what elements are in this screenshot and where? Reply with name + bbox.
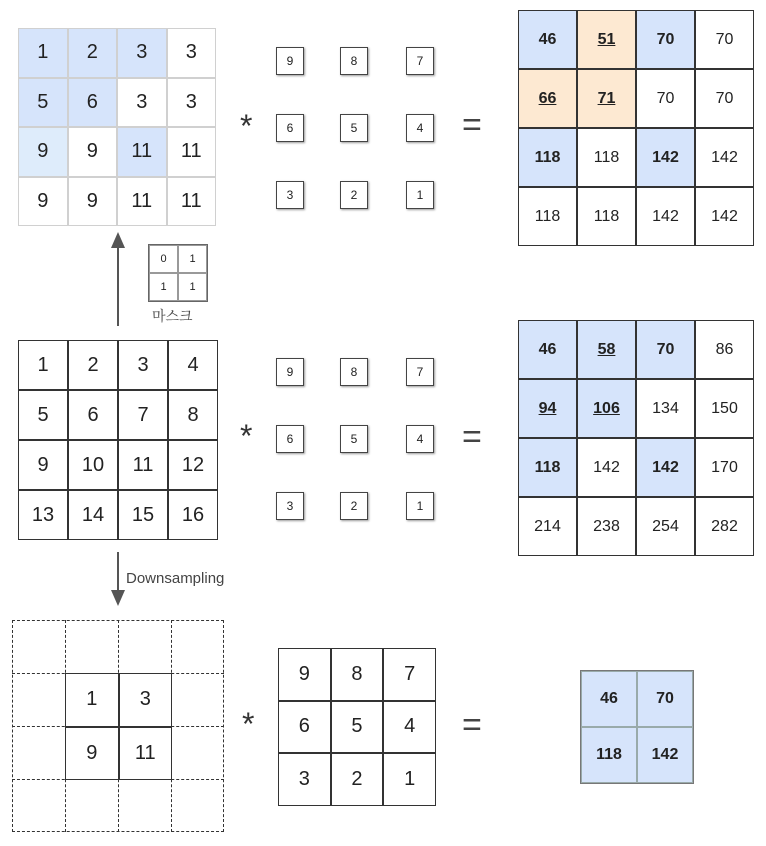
downsampled-grid — [65, 673, 172, 780]
masked-input-cell: 3 — [167, 28, 217, 78]
result-cell: 214 — [518, 497, 577, 556]
downsampled-cell: 11 — [119, 727, 173, 781]
downsampled-cell: 1 — [65, 673, 119, 727]
kernel-cell: 8 — [340, 47, 368, 75]
result-cell: 118 — [518, 438, 577, 497]
result-cell: 142 — [636, 438, 695, 497]
original-input-cell: 5 — [18, 390, 68, 440]
original-input-cell: 11 — [118, 440, 168, 490]
masked-input-cell: 11 — [117, 127, 167, 177]
result-cell: 70 — [695, 69, 754, 128]
original-input-cell: 12 — [168, 440, 218, 490]
result-cell: 170 — [695, 438, 754, 497]
up-arrow-icon — [108, 232, 128, 326]
kernel-cell: 9 — [276, 47, 304, 75]
result-cell: 86 — [695, 320, 754, 379]
result-cell: 134 — [636, 379, 695, 438]
result-cell: 51 — [577, 10, 636, 69]
original-input-cell: 7 — [118, 390, 168, 440]
kernel-cell: 9 — [276, 358, 304, 386]
kernel-cell: 6 — [276, 114, 304, 142]
kernel-cell: 2 — [331, 753, 384, 806]
result-cell: 254 — [636, 497, 695, 556]
result-cell: 70 — [637, 671, 693, 727]
result-cell: 238 — [577, 497, 636, 556]
original-input-cell: 1 — [18, 340, 68, 390]
kernel-cell: 2 — [340, 492, 368, 520]
downsampled-cell: 3 — [119, 673, 173, 727]
result-cell: 142 — [636, 187, 695, 246]
masked-input-cell: 3 — [117, 78, 167, 128]
kernel-cell: 4 — [383, 701, 436, 754]
equals-operator: = — [462, 106, 482, 144]
mask-label: 마스크 — [152, 308, 193, 324]
kernel-cell: 6 — [278, 701, 331, 754]
result-cell: 70 — [636, 320, 695, 379]
result-cell: 70 — [636, 10, 695, 69]
kernel-cell: 7 — [406, 47, 434, 75]
kernel-cell: 8 — [340, 358, 368, 386]
masked-input-cell: 6 — [68, 78, 118, 128]
mask-grid — [148, 244, 208, 302]
kernel-cell: 5 — [331, 701, 384, 754]
original-input-cell: 15 — [118, 490, 168, 540]
result-cell: 118 — [518, 128, 577, 187]
result-cell: 142 — [637, 727, 693, 783]
kernel-cell: 4 — [406, 425, 434, 453]
result-cell: 106 — [577, 379, 636, 438]
result-cell: 118 — [577, 187, 636, 246]
result-cell: 70 — [695, 10, 754, 69]
kernel-cell: 7 — [383, 648, 436, 701]
mask-cell: 0 — [149, 245, 178, 273]
result-cell: 46 — [581, 671, 637, 727]
result-down-grid — [580, 670, 694, 784]
conv-operator: * — [242, 706, 255, 742]
masked-input-grid — [18, 28, 216, 226]
kernel-cell: 3 — [276, 181, 304, 209]
kernel-cell: 9 — [278, 648, 331, 701]
original-input-cell: 10 — [68, 440, 118, 490]
kernel-cell: 5 — [340, 425, 368, 453]
original-input-cell: 2 — [68, 340, 118, 390]
mask-cell: 1 — [178, 245, 207, 273]
conv-operator: * — [240, 418, 253, 454]
result-cell: 150 — [695, 379, 754, 438]
mask-cell: 1 — [149, 273, 178, 301]
kernel-cell: 3 — [276, 492, 304, 520]
kernel-cell: 1 — [406, 181, 434, 209]
masked-input-cell: 9 — [68, 177, 118, 227]
kernel-cell: 8 — [331, 648, 384, 701]
conv-operator: * — [240, 108, 253, 144]
result-cell: 70 — [636, 69, 695, 128]
result-cell: 118 — [581, 727, 637, 783]
masked-input-cell: 5 — [18, 78, 68, 128]
result-cell: 142 — [577, 438, 636, 497]
kernel-cell: 5 — [340, 114, 368, 142]
mask-cell: 1 — [178, 273, 207, 301]
masked-input-cell: 2 — [68, 28, 118, 78]
kernel-cell: 1 — [383, 753, 436, 806]
kernel-cell: 3 — [278, 753, 331, 806]
original-input-grid — [18, 340, 218, 540]
masked-input-cell: 9 — [18, 177, 68, 227]
masked-input-cell: 11 — [117, 177, 167, 227]
result-cell: 46 — [518, 10, 577, 69]
original-input-cell: 3 — [118, 340, 168, 390]
result-masked-grid — [518, 10, 754, 246]
result-cell: 71 — [577, 69, 636, 128]
kernel-cell: 2 — [340, 181, 368, 209]
masked-input-cell: 3 — [167, 78, 217, 128]
result-cell: 94 — [518, 379, 577, 438]
result-cell: 282 — [695, 497, 754, 556]
result-cell: 66 — [518, 69, 577, 128]
kernel-cell: 6 — [276, 425, 304, 453]
kernel-cell: 4 — [406, 114, 434, 142]
result-cell: 46 — [518, 320, 577, 379]
masked-input-cell: 11 — [167, 177, 217, 227]
kernel-grid — [278, 648, 436, 806]
result-cell: 142 — [636, 128, 695, 187]
result-cell: 58 — [577, 320, 636, 379]
result-cell: 118 — [518, 187, 577, 246]
result-original-grid — [518, 320, 754, 556]
original-input-cell: 6 — [68, 390, 118, 440]
masked-input-cell: 11 — [167, 127, 217, 177]
masked-input-cell: 9 — [18, 127, 68, 177]
original-input-cell: 8 — [168, 390, 218, 440]
original-input-cell: 4 — [168, 340, 218, 390]
original-input-cell: 9 — [18, 440, 68, 490]
result-cell: 142 — [695, 128, 754, 187]
down-arrow-icon — [108, 552, 128, 606]
original-input-cell: 14 — [68, 490, 118, 540]
result-cell: 118 — [577, 128, 636, 187]
original-input-cell: 16 — [168, 490, 218, 540]
masked-input-cell: 3 — [117, 28, 167, 78]
equals-operator: = — [462, 418, 482, 456]
original-input-cell: 13 — [18, 490, 68, 540]
kernel-cell: 7 — [406, 358, 434, 386]
equals-operator: = — [462, 706, 482, 744]
kernel-cell: 1 — [406, 492, 434, 520]
result-cell: 142 — [695, 187, 754, 246]
downsampling-label: Downsampling — [126, 570, 225, 587]
masked-input-cell: 9 — [68, 127, 118, 177]
downsampled-cell: 9 — [65, 727, 119, 781]
masked-input-cell: 1 — [18, 28, 68, 78]
